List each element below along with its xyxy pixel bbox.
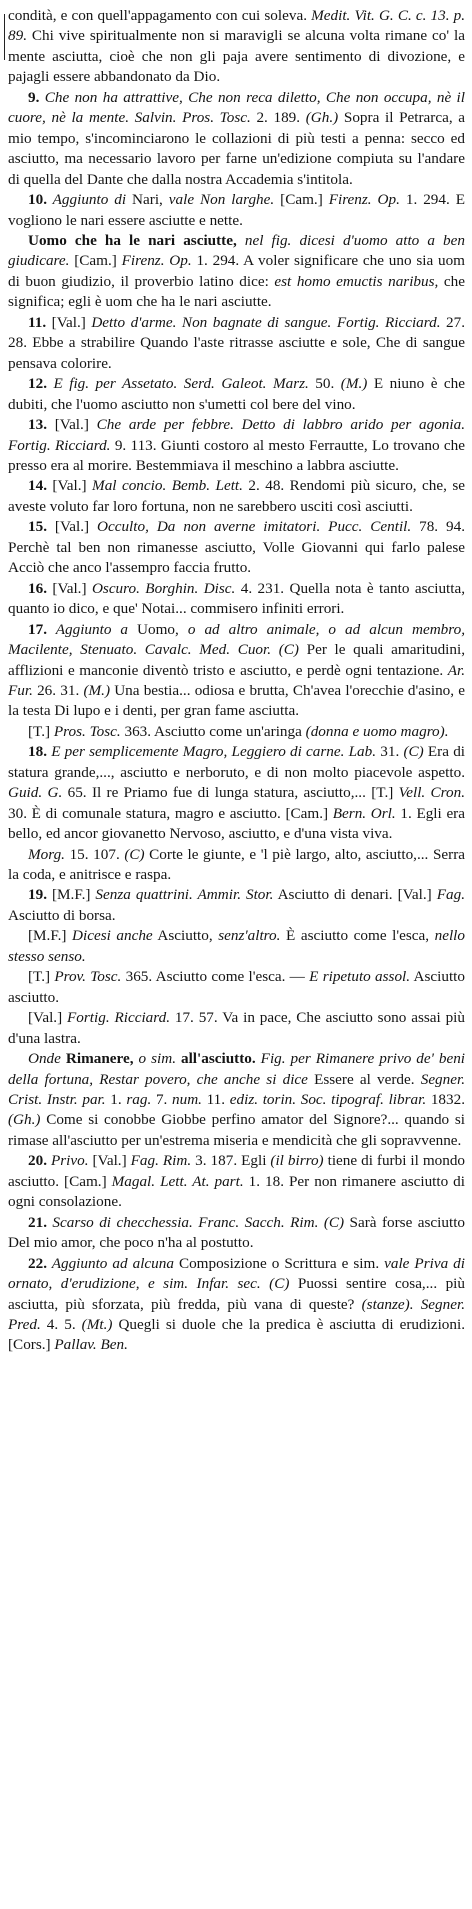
definition: Che arde per febbre. Detto di labbro arido per agonia.: [96, 416, 466, 434]
definition: o sim.: [138, 1050, 176, 1068]
definition: vale Non larghe.: [168, 191, 275, 209]
attribution: (C): [323, 1213, 345, 1231]
definition: nello stesso senso.: [8, 927, 465, 965]
source-citation: Pros. Tosc.: [53, 722, 121, 740]
source-citation: Fortig. Ricciard.: [8, 436, 111, 454]
definition: Dicesi anche: [72, 927, 153, 945]
definition: Aggiunto di: [46, 191, 127, 209]
phrase-uomo-nari-asciutte: Uomo che ha le nari asciutte, nel fig. dicesi d'uomo atto a ben giudicare. [Cam.] Firenz. Op. 1. 294. A voler significare che uno sia uom di buon giudizio, il proverbio latino dice: est homo emuctis naribus, che significa; egli è uom che ha le nari asciutte.: [8, 231, 465, 311]
source-citation: Salvin. Pros. Tosc.: [129, 109, 251, 127]
sense-19-subentry: [Val.] Fortig. Ricciard. 17. 57. Va in pace, Che asciutto sono assai più d'una lastra.: [8, 1009, 466, 1047]
definition: Privo.: [46, 1152, 89, 1170]
sense-number: 14.: [28, 477, 47, 495]
sense-17: 17. Aggiunto a Uomo, o ad altro animale, o ad alcun membro, Macilente, Stenuato. Cavalc. Med. Cuor. (C) Per le quali amaritudini, afflizioni e manconie diventò tristo e asciutto, e perdè ogni tentazione. Ar. Fur. 26. 31. (M.) Una bestia... odiosa e brutta, Ch'avea l'orecchie d'asino, e la testa Di lupo e i denti, per gran fame asciutta.: [8, 620, 466, 720]
definition: Che non ha attrattive, Che non reca diletto, Che non occupa, nè il cuore, nè la mente.: [8, 88, 465, 127]
sense-number: 10.: [28, 191, 47, 209]
source-citation: Ammir. Stor.: [192, 886, 274, 904]
definition: Onde: [28, 1050, 61, 1068]
source-citation: Segner. Pred.: [8, 1295, 465, 1333]
phrase-headword: all'asciutto.: [176, 1050, 256, 1068]
definition: (il birro): [270, 1152, 324, 1170]
definition: Scarso di checchessia.: [46, 1213, 193, 1231]
attribution: (Gh.): [8, 1111, 41, 1129]
sense-12: 12. E fig. per Assetato. Serd. Galeot. Marz. 50. (M.) E niuno è che dubiti, che l'uomo asciutto non s'umetti col bere del vino.: [8, 375, 465, 413]
sense-21: 21. Scarso di checchessia. Franc. Sacch. Rim. (C) Sarà forse asciutto Del mio amor, che poco n'ha al postutto.: [8, 1213, 466, 1252]
sense-15: 15. [Val.] Occulto, Da non averne imitatori. Pucc. Centil. 78. 94. Perchè tal ben non rimanesse asciutto, Volle Giovanni qui farlo palese Acciò che anco l'assempro faccia frutto.: [8, 518, 466, 577]
source-citation: ediz. torin. Soc. tipograf. librar.: [229, 1091, 427, 1109]
definition: senz'altro.: [218, 927, 281, 945]
attribution: (M.): [340, 375, 368, 393]
definition: Senza quattrini.: [95, 886, 193, 904]
source-citation: Segner. Crist. Instr. par.: [8, 1070, 466, 1109]
definition: Aggiunto ad alcuna: [46, 1254, 174, 1272]
definition: vale Priva di ornato, d'erudizione, e sim.: [8, 1254, 465, 1293]
source-citation: Guid. G.: [8, 784, 63, 802]
definition: Detto d'arme. Non bagnate di sangue.: [91, 313, 332, 331]
phrase-headword: Rimanere,: [60, 1050, 139, 1068]
source-citation: Pallav. Ben.: [54, 1336, 128, 1354]
source-citation: Medit. Vit. G. C. c. 13. p. 89.: [8, 7, 466, 45]
source-citation: Lab.: [344, 743, 377, 761]
phrase-headword: Uomo che ha le nari asciutte,: [28, 231, 237, 249]
source-citation: Bemb. Lett.: [166, 477, 243, 495]
sense-16: 16. [Val.] Oscuro. Borghin. Disc. 4. 231. Quella nota è tanto asciutta, quanto io dico, e que' Notai... commisero infiniti errori.: [8, 579, 466, 618]
source-citation: Borghin. Disc.: [139, 579, 236, 597]
sense-number: 19.: [28, 886, 47, 904]
sense-19-subentry: [T.] Prov. Tosc. 365. Asciutto come l'esca. — E ripetuto assol. Asciutto asciutto.: [8, 968, 465, 1006]
sense-number: 11.: [28, 313, 47, 331]
attribution: (C): [403, 743, 424, 761]
attribution: (C): [269, 1275, 290, 1293]
source-citation: Infar. sec.: [188, 1275, 261, 1293]
source-citation: rag.: [126, 1091, 152, 1109]
sense-20: 20. Privo. [Val.] Fag. Rim. 3. 187. Egli (il birro) tiene di furbi il mondo asciutto. [Cam.] Magal. Lett. At. part. 1. 18. Per non rimanere asciutto di ogni consolazione.: [8, 1152, 466, 1211]
definition: (stanze).: [361, 1295, 414, 1313]
sense-number: 16.: [28, 579, 47, 597]
sense-17-subentry: [T.] Pros. Tosc. 363. Asciutto come un'aringa (donna e uomo magro).: [28, 722, 449, 740]
definition: Aggiunto a: [46, 620, 129, 638]
sense-number: 9.: [28, 88, 40, 106]
sense-number: 21.: [28, 1213, 47, 1231]
source-citation: Firenz. Op.: [328, 191, 400, 209]
source-citation: Fortig. Ricciard.: [331, 313, 441, 331]
sense-number: 20.: [28, 1152, 47, 1170]
sense-number: 18.: [28, 743, 47, 761]
definition: Fig. per Rimanere privo de' beni della fortuna, Restar povero, che anche si dice: [8, 1050, 466, 1088]
source-citation: Franc. Sacch. Rim.: [192, 1213, 319, 1231]
definition: E per semplicemente Magro, Leggiero di carne.: [46, 743, 345, 761]
definition: Oscuro.: [91, 579, 140, 597]
sense-number: 13.: [28, 416, 47, 434]
source-citation: Fag.: [436, 886, 465, 904]
sense-19-subentry: Onde Rimanere, o sim. all'asciutto. Fig. per Rimanere privo de' beni della fortuna, Restar povero, che anche si dice Essere al verde. Segner. Crist. Instr. par. 1. rag. 7. num. 11. ediz. torin. Soc. tipograf. librar. 1832. (Gh.) Come si conobbe Giobbe perfino amator del Signore?... quando si rimase all'asciutto per un'estrema miseria e mendicità che gli sopravvenne.: [8, 1050, 466, 1149]
sense-number: 17.: [28, 620, 47, 638]
sense-10: 10. Aggiunto di Nari, vale Non larghe. [Cam.] Firenz. Op. 1. 294. E vogliono le nari essere asciutte e nette.: [8, 191, 465, 229]
sense-14: 14. [Val.] Mal concio. Bemb. Lett. 2. 48. Rendomi più sicuro, che, se aveste voluto far loro fortuna, non ne sarebbero usciti così asciutti.: [8, 477, 466, 515]
source-citation: Vell. Cron.: [398, 784, 466, 802]
definition: nel fig. dicesi d'uomo atto a ben giudicare.: [8, 231, 465, 270]
sense-19: 19. [M.F.] Senza quattrini. Ammir. Stor. Asciutto di denari. [Val.] Fag. Asciutto di borsa.: [8, 886, 465, 924]
source-citation: Ar. Fur.: [8, 661, 465, 699]
latin-quote: est homo emuctis naribus,: [274, 272, 439, 290]
source-citation: Cavalc. Med. Cuor.: [137, 641, 272, 659]
source-citation: Serd. Galeot. Marz.: [177, 375, 309, 393]
definition: Occulto, Da non averne imitatori.: [97, 518, 321, 536]
sense-number: 15.: [28, 518, 47, 536]
definition: E fig. per Assetato.: [46, 375, 178, 393]
attribution: (Mt.): [81, 1316, 113, 1333]
source-citation: Morg.: [28, 845, 65, 863]
sense-number: 12.: [28, 375, 47, 393]
source-citation: Magal. Lett. At. part.: [111, 1172, 244, 1190]
column-rule: [4, 14, 5, 60]
sense-13: 13. [Val.] Che arde per febbre. Detto di labbro arido per agonia. Fortig. Ricciard. 9. 113. Giunti costoro al mesto Ferrautte, Lo trovano che presso era al morire. Bestemmiava il meschino a labbra asciutte.: [8, 416, 466, 474]
sense-18-subentry: Morg. 15. 107. (C) Corte le giunte, e 'l piè largo, alto, asciutto,... Serra la coda, e anitrisce e raspa.: [8, 845, 465, 884]
attribution: (C): [124, 845, 145, 863]
definition: E ripetuto assol.: [309, 968, 411, 986]
definition: Mal concio.: [92, 477, 167, 495]
source-citation: Prov. Tosc.: [54, 968, 122, 986]
entry-continuation: condità, e con quell'appagamento con cui soleva. Medit. Vit. G. C. c. 13. p. 89. Chi vive spiritualmente non si maravigli se alcuna volta rimane co' la mente asciutta, cioè che non gli paja avere sentimento di divozione, e pajagli essere abbandonato da Dio.: [8, 7, 466, 86]
definition: (donna e uomo magro).: [305, 722, 449, 740]
source-citation: num.: [172, 1091, 202, 1109]
sense-9: 9. Che non ha attrattive, Che non reca diletto, Che non occupa, nè il cuore, nè la mente. Salvin. Pros. Tosc. 2. 189. (Gh.) Sopra il Petrarca, a mio tempo, s'incominciarono le collazioni di più testi a penna: secco ed asciutto, ma necessario lavoro per farne un'edizione compiuta su l'andare di quella del Dante che dalla nostra Accademia s'intitola.: [8, 88, 466, 188]
sense-19-subentry: [M.F.] Dicesi anche Asciutto, senz'altro. È asciutto come l'esca, nello stesso senso.: [8, 927, 465, 965]
sense-22: 22. Aggiunto ad alcuna Composizione o Scrittura e sim. vale Priva di ornato, d'erudizione, e sim. Infar. sec. (C) Puossi sentire cosa,... più asciutta, più sforzata, più fredda, più vana di queste? (stanze). Segner. Pred. 4. 5. (Mt.) Quegli si duole che la predica è asciutta di erudizioni. [Cors.] Pallav. Ben.: [8, 1254, 465, 1354]
sense-number: 22.: [28, 1254, 47, 1272]
source-citation: Fortig. Ricciard.: [67, 1009, 171, 1027]
source-citation: Bern. Orl.: [332, 804, 396, 822]
source-citation: Firenz. Op.: [121, 252, 192, 270]
source-citation: Pucc. Centil.: [320, 518, 412, 536]
attribution: (C): [278, 641, 299, 659]
sense-18: 18. E per semplicemente Magro, Leggiero di carne. Lab. 31. (C) Era di statura grande,..., asciutto e nerboruto, e di non molto piacevole aspetto. Guid. G. 65. Il re Priamo fue di lunga statura, asciutto,... [T.] Vell. Cron. 30. È di comunale statura, magro e asciutto. [Cam.] Bern. Orl. 1. Egli era bello, ed ancor giovanetto Nervoso, asciutto, e d'una vista viva.: [8, 743, 466, 843]
source-citation: Fag. Rim.: [130, 1152, 192, 1170]
sense-11: 11. [Val.] Detto d'arme. Non bagnate di sangue. Fortig. Ricciard. 27. 28. Ebbe a strabilire Quando l'aste ritrasse asciutte e sole, Che di sangue pensava colorire.: [8, 313, 466, 372]
attribution: (M.): [83, 681, 111, 699]
definition: o ad altro animale, o ad alcun membro, Macilente, Stenuato.: [8, 620, 465, 659]
attribution: (Gh.): [305, 109, 339, 127]
